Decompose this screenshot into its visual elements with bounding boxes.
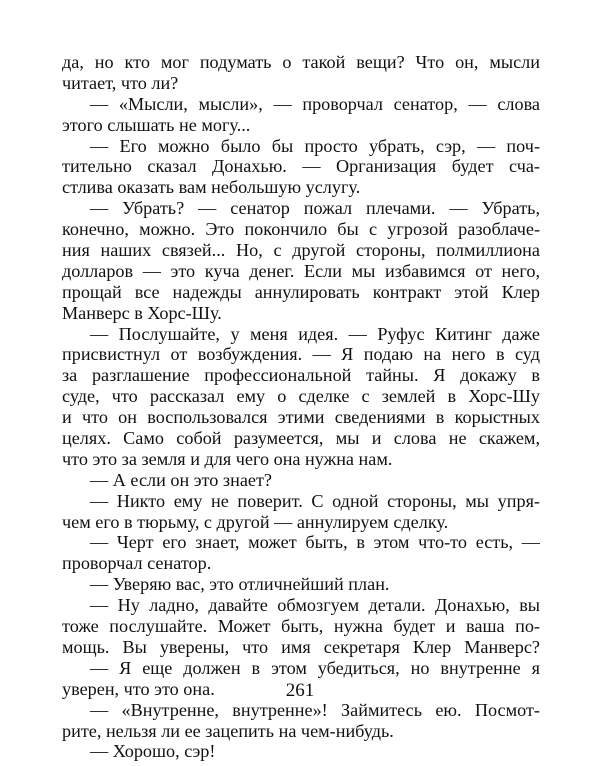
text-line: целях. Само собой разумеется, мы и слова не скажем, <box>62 428 540 449</box>
text-line: Манверс в Хорс-Шу. <box>62 302 222 323</box>
text-line: что это за земля и для чего она нужна нам. <box>62 448 393 469</box>
text-line: — Ну ладно, давайте обмозгуем детали. Донахью, вы <box>90 595 540 616</box>
text-line: чем его в тюрьму, с другой — аннулируем сделку. <box>62 511 449 532</box>
text-line: уверен, что это она. <box>62 678 215 699</box>
text-line: — Черт его знает, может быть, в этом что-то есть, — <box>90 532 540 553</box>
text-line: долларов — это куча денег. Если мы избавимся от него, <box>62 260 540 281</box>
text-line: проворчал сенатор. <box>62 553 212 574</box>
page-number: 261 <box>285 680 315 701</box>
text-line: — «Внутренне, внутренне»! Займитесь ею. Посмот- <box>90 699 540 720</box>
text-line: этого слышать не могу... <box>62 114 251 135</box>
text-line: — Уверяю вас, это отличнейший план. <box>90 574 390 595</box>
text-line: — Его можно было бы просто убрать, сэр, — поч- <box>90 135 540 156</box>
text-line: — Никто ему не поверит. С одной стороны, мы упря- <box>90 490 540 511</box>
text-line: суде, что рассказал ему о сделке с землей в Хорс-Шу <box>62 386 540 407</box>
text-line: и что он воспользовался этими сведениями в корыстных <box>62 407 540 428</box>
text-line: мощь. Вы уверены, что имя секретаря Клер Манверс? <box>62 636 540 657</box>
text-line: — Я еще должен в этом убедиться, но внутренне я <box>90 657 540 678</box>
text-line: — Убрать? — сенатор пожал плечами. — Убрать, <box>90 198 540 219</box>
text-line: — Послушайте, у меня идея. — Руфус Китинг даже <box>90 323 540 344</box>
text-line: да, но кто мог подумать о такой вещи? Что он, мысли <box>62 52 540 72</box>
text-line: читает, что ли? <box>62 72 179 93</box>
text-line: за разглашение профессиональной тайны. Я докажу в <box>62 365 540 386</box>
text-line: стлива оказать вам небольшую услугу. <box>62 177 361 198</box>
text-line: ния наших связей... Но, с другой стороны, полмиллиона <box>62 240 540 261</box>
text-line: рите, нельзя ли ее зацепить на чем-нибудь. <box>62 720 394 741</box>
text-line: присвистнул от возбуждения. — Я подаю на него в суд <box>62 344 540 365</box>
text-line: — А если он это знает? <box>90 469 272 490</box>
text-line: — «Мысли, мысли», — проворчал сенатор, — слова <box>90 93 540 114</box>
book-page-text <box>62 52 540 762</box>
text-line: — Хорошо, сэр! <box>90 741 216 762</box>
text-line: тоже послушайте. Может быть, нужна будет и ваша по- <box>62 616 540 637</box>
text-line: тительно сказал Донахью. — Организация будет сча- <box>62 156 540 177</box>
text-line: конечно, можно. Это покончило бы с угрозой разоблаче- <box>62 219 540 240</box>
text-line: прощай все надежды аннулировать контракт этой Клер <box>62 281 540 302</box>
